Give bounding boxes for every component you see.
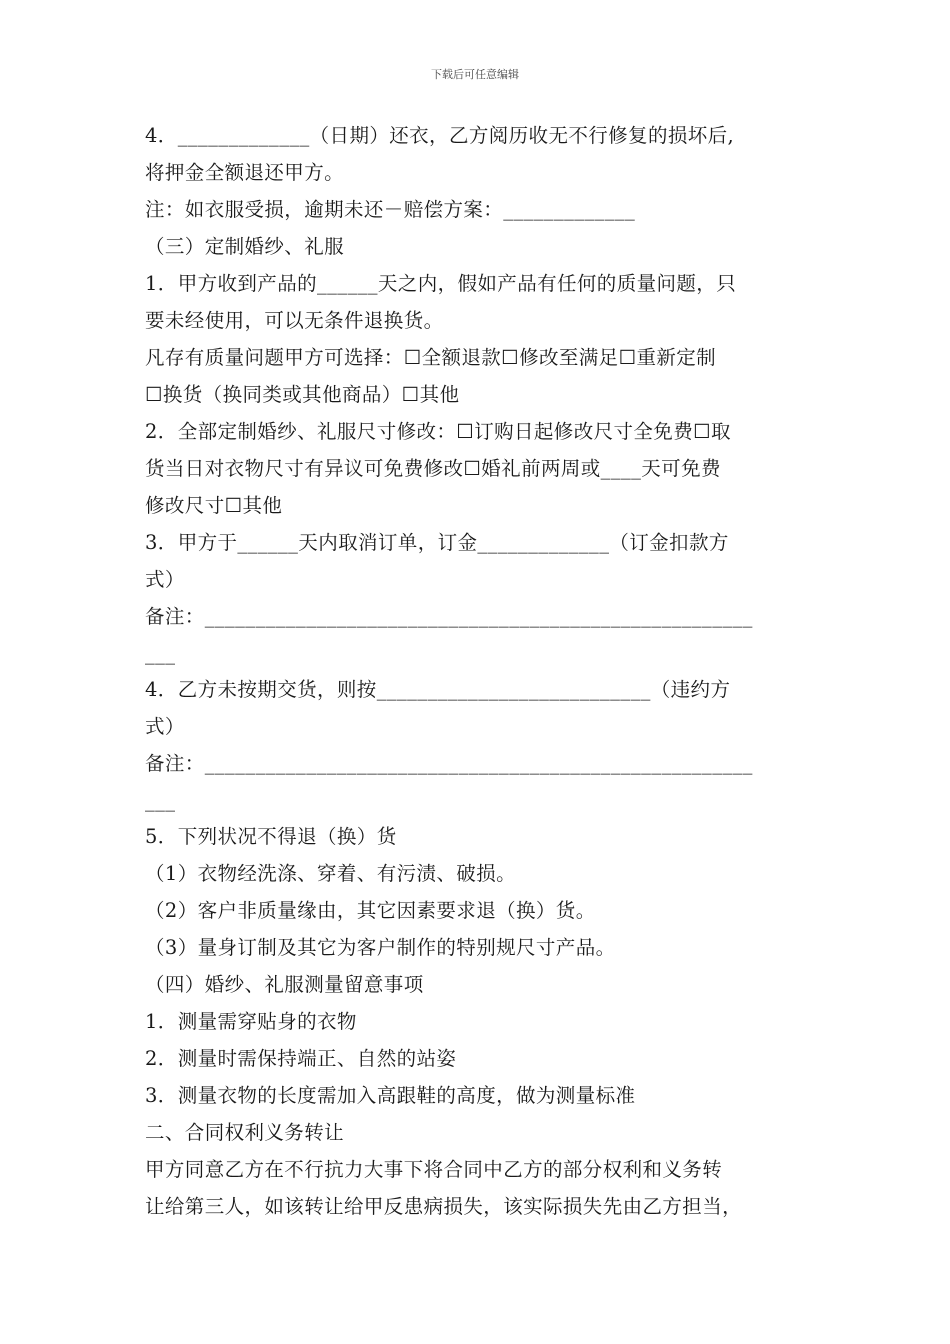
page-header-note: 下载后可任意编辑 [431,68,519,81]
section-heading: 二、合同权利义务转让 [145,1121,345,1144]
text-line: 3．甲方于______天内取消订单，订金_____________（订金扣款方 [145,531,729,554]
text-line: 将押金全额退还甲方。 [145,161,345,184]
text-line: （3）量身订制及其它为客户制作的特别规尺寸产品。 [145,936,616,959]
section-heading: （四）婚纱、礼服测量留意事项 [145,973,424,996]
text-line: 式） [145,568,185,591]
text-line: 4．_____________（日期）还衣，乙方阅历收无不行修复的损坏后, [145,124,735,147]
text-line: ☐换货（换同类或其他商品）☐其他 [145,383,460,406]
text-line: 2．全部定制婚纱、礼服尺寸修改：☐订购日起修改尺寸全免费☐取 [145,420,731,443]
text-line: 凡存有质量问题甲方可选择：☐全额退款☐修改至满足☐重新定制 [145,346,717,369]
text-line: 甲方同意乙方在不行抗力大事下将合同中乙方的部分权利和义务转 [145,1158,723,1181]
text-line: 5．下列状况不得退（换）货 [145,825,397,848]
text-line: 注：如衣服受损，逾期未还－赔偿方案：_____________ [145,198,636,221]
text-line: 让给第三人，如该转让给甲反患病损失，该实际损失先由乙方担当， [145,1195,743,1218]
text-line: ___ [145,642,176,665]
text-line: 备注：______________________________________________________ [145,605,753,628]
text-line: 2．测量时需保持端正、自然的站姿 [145,1047,457,1070]
document-body [145,117,810,1225]
text-line: 式） [145,715,185,738]
section-heading: （三）定制婚纱、礼服 [145,235,345,258]
text-line: 备注：______________________________________________________ [145,752,753,775]
text-line: 1．测量需穿贴身的衣物 [145,1010,357,1033]
text-line: ___ [145,789,176,812]
text-line: 1．甲方收到产品的______天之内，假如产品有任何的质量问题，只 [145,272,737,295]
text-line: 4．乙方未按期交货，则按___________________________（违约方 [145,678,731,701]
text-line: 货当日对衣物尺寸有异议可免费修改☐婚礼前两周或____天可免费 [145,457,721,480]
text-line: 修改尺寸☐其他 [145,494,283,517]
text-line: （1）衣物经洗涤、穿着、有污渍、破损。 [145,862,517,885]
text-line: 要未经使用，可以无条件退换货。 [145,309,444,332]
text-line: （2）客户非质量缘由，其它因素要求退（换）货。 [145,899,596,922]
text-line: 3．测量衣物的长度需加入高跟鞋的高度，做为测量标准 [145,1084,636,1107]
